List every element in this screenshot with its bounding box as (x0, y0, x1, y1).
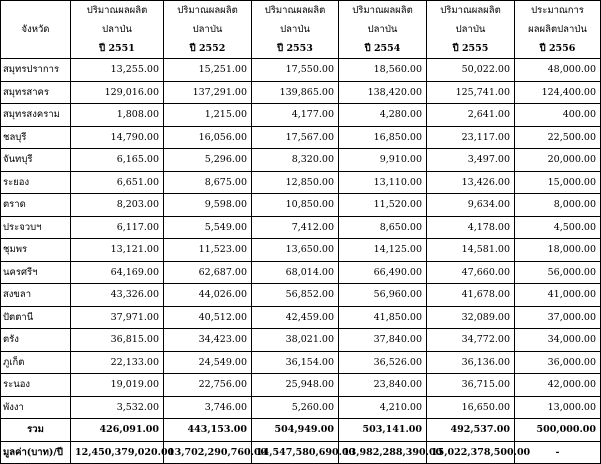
value-cell: 13,255.00 (71, 59, 164, 82)
column-header-line2: ปลาป่น (164, 20, 252, 39)
table-row (1, 329, 601, 352)
province-cell: ปัตตานี (1, 306, 71, 329)
value-cell: 36,526.00 (339, 351, 427, 374)
value-label: มูลค่า(บาท)/ปี (1, 441, 71, 464)
table-header (1, 1, 601, 59)
value-cell: 6,165.00 (71, 149, 164, 172)
value-cell: 43,326.00 (71, 284, 164, 307)
value-cell: 4,178.00 (427, 216, 515, 239)
value-cell: 6,651.00 (71, 171, 164, 194)
table-row (1, 149, 601, 172)
province-cell: สมุทรสาคร (1, 81, 71, 104)
total-cell: 500,000.00 (515, 419, 601, 442)
value-cell: 9,598.00 (164, 194, 252, 217)
value-cell: 14,547,580,690.00 (252, 441, 339, 464)
value-cell: 5,549.00 (164, 216, 252, 239)
value-cell: 8,000.00 (515, 194, 601, 217)
value-cell: 40,512.00 (164, 306, 252, 329)
value-cell: 14,790.00 (71, 126, 164, 149)
total-row (1, 419, 601, 442)
province-cell: ระนอง (1, 374, 71, 397)
value-cell: 42,459.00 (252, 306, 339, 329)
value-cell: 47,660.00 (427, 261, 515, 284)
value-cell: 8,675.00 (164, 171, 252, 194)
province-cell: ประจวบฯ (1, 216, 71, 239)
value-cell: 44,026.00 (164, 284, 252, 307)
table-row (1, 171, 601, 194)
value-cell: 15,251.00 (164, 59, 252, 82)
province-cell: ตราด (1, 194, 71, 217)
value-cell: 41,850.00 (339, 306, 427, 329)
column-header-line2: ปลาป่น (427, 20, 515, 39)
value-cell: 38,021.00 (252, 329, 339, 352)
value-cell: 36,815.00 (71, 329, 164, 352)
value-cell: 15,000.00 (515, 171, 601, 194)
value-cell: 37,000.00 (515, 306, 601, 329)
value-cell: 22,756.00 (164, 374, 252, 397)
value-cell: 37,840.00 (339, 329, 427, 352)
value-cell: 15,022,378,500.00 (427, 441, 515, 464)
value-cell: 32,089.00 (427, 306, 515, 329)
value-cell: 2,641.00 (427, 104, 515, 127)
value-cell: 36,000.00 (515, 351, 601, 374)
value-cell: 125,741.00 (427, 81, 515, 104)
total-cell: 503,141.00 (339, 419, 427, 442)
table-row (1, 351, 601, 374)
value-cell: 62,687.00 (164, 261, 252, 284)
total-cell: 426,091.00 (71, 419, 164, 442)
value-cell: 23,840.00 (339, 374, 427, 397)
table-row (1, 126, 601, 149)
column-header-year: ปี 2554 (339, 39, 427, 59)
column-header-year: ปี 2556 (515, 39, 601, 59)
value-cell: 24,549.00 (164, 351, 252, 374)
province-cell: นครศรีฯ (1, 261, 71, 284)
value-cell: 4,500.00 (515, 216, 601, 239)
table-row (1, 306, 601, 329)
province-cell: จันทบุรี (1, 149, 71, 172)
value-cell: 50,022.00 (427, 59, 515, 82)
province-cell: ตรัง (1, 329, 71, 352)
value-cell: 64,169.00 (71, 261, 164, 284)
value-cell: 6,117.00 (71, 216, 164, 239)
column-header-line2: ผลผลิตปลาป่น (515, 20, 601, 39)
value-cell: 13,702,290,760.00 (164, 441, 252, 464)
column-header-year: ปี 2551 (71, 39, 164, 59)
value-cell: 34,423.00 (164, 329, 252, 352)
value-cell: 16,850.00 (339, 126, 427, 149)
value-cell: 41,678.00 (427, 284, 515, 307)
value-cell: 20,000.00 (515, 149, 601, 172)
value-cell: 16,650.00 (427, 396, 515, 419)
value-row (1, 441, 601, 464)
column-header-line1: ปริมาณผลผลิต (71, 1, 164, 21)
province-cell: สมุทรปราการ (1, 59, 71, 82)
value-cell: 4,280.00 (339, 104, 427, 127)
value-cell: 12,450,379,020.00 (71, 441, 164, 464)
column-header-line2: ปลาป่น (252, 20, 339, 39)
table-row (1, 216, 601, 239)
value-cell: 13,426.00 (427, 171, 515, 194)
value-cell: 8,650.00 (339, 216, 427, 239)
value-cell: 36,715.00 (427, 374, 515, 397)
value-cell: 36,136.00 (427, 351, 515, 374)
value-cell: 1,215.00 (164, 104, 252, 127)
province-cell: สมุทรสงคราม (1, 104, 71, 127)
value-cell: 36,154.00 (252, 351, 339, 374)
value-cell: 22,133.00 (71, 351, 164, 374)
value-cell: 17,567.00 (252, 126, 339, 149)
value-cell: 13,000.00 (515, 396, 601, 419)
value-cell: 8,203.00 (71, 194, 164, 217)
value-cell: 42,000.00 (515, 374, 601, 397)
value-cell: 13,110.00 (339, 171, 427, 194)
value-cell: 16,056.00 (164, 126, 252, 149)
column-header-line1: ปริมาณผลผลิต (252, 1, 339, 21)
value-cell: 14,581.00 (427, 239, 515, 262)
value-cell: 5,296.00 (164, 149, 252, 172)
value-cell: 3,746.00 (164, 396, 252, 419)
value-cell: 41,000.00 (515, 284, 601, 307)
table-row (1, 59, 601, 82)
value-cell: 11,520.00 (339, 194, 427, 217)
value-cell: 66,490.00 (339, 261, 427, 284)
province-cell: ภูเก็ต (1, 351, 71, 374)
value-cell: 23,117.00 (427, 126, 515, 149)
table-row (1, 374, 601, 397)
total-cell: 443,153.00 (164, 419, 252, 442)
column-header-line1: ประมาณการ (515, 1, 601, 21)
value-cell: 4,210.00 (339, 396, 427, 419)
value-cell: 25,948.00 (252, 374, 339, 397)
column-header-line1: ปริมาณผลผลิต (427, 1, 515, 21)
total-cell: 504,949.00 (252, 419, 339, 442)
value-cell: 3,532.00 (71, 396, 164, 419)
province-cell: พังงา (1, 396, 71, 419)
value-cell: 400.00 (515, 104, 601, 127)
value-cell: 19,019.00 (71, 374, 164, 397)
value-cell: 14,125.00 (339, 239, 427, 262)
province-cell: ชลบุรี (1, 126, 71, 149)
province-header: จังหวัด (1, 1, 71, 59)
value-cell: 1,808.00 (71, 104, 164, 127)
value-cell: 18,000.00 (515, 239, 601, 262)
column-header-line1: ปริมาณผลผลิต (339, 1, 427, 21)
value-cell: 137,291.00 (164, 81, 252, 104)
value-cell: 13,650.00 (252, 239, 339, 262)
table-body (1, 59, 601, 419)
column-header-year: ปี 2555 (427, 39, 515, 59)
column-header-year: ปี 2552 (164, 39, 252, 59)
value-cell: 3,497.00 (427, 149, 515, 172)
value-cell: 124,400.00 (515, 81, 601, 104)
province-cell: สงขลา (1, 284, 71, 307)
value-cell: 17,550.00 (252, 59, 339, 82)
table-row (1, 104, 601, 127)
value-cell: 5,260.00 (252, 396, 339, 419)
table-row (1, 81, 601, 104)
value-cell: 9,634.00 (427, 194, 515, 217)
value-cell: 9,910.00 (339, 149, 427, 172)
value-cell: 48,000.00 (515, 59, 601, 82)
value-cell: 18,560.00 (339, 59, 427, 82)
table-footer (1, 419, 601, 464)
value-cell: - (515, 441, 601, 464)
value-cell: 139,865.00 (252, 81, 339, 104)
value-cell: 4,177.00 (252, 104, 339, 127)
column-header-line2: ปลาป่น (71, 20, 164, 39)
value-cell: 22,500.00 (515, 126, 601, 149)
column-header-year: ปี 2553 (252, 39, 339, 59)
table-row (1, 284, 601, 307)
value-cell: 13,121.00 (71, 239, 164, 262)
table-row (1, 194, 601, 217)
value-cell: 56,852.00 (252, 284, 339, 307)
value-cell: 68,014.00 (252, 261, 339, 284)
value-cell: 12,850.00 (252, 171, 339, 194)
value-cell: 56,960.00 (339, 284, 427, 307)
value-cell: 34,772.00 (427, 329, 515, 352)
table-row (1, 396, 601, 419)
value-cell: 129,016.00 (71, 81, 164, 104)
value-cell: 56,000.00 (515, 261, 601, 284)
value-cell: 11,523.00 (164, 239, 252, 262)
total-label: รวม (1, 419, 71, 442)
column-header-line1: ปริมาณผลผลิต (164, 1, 252, 21)
value-cell: 8,320.00 (252, 149, 339, 172)
value-cell: 34,000.00 (515, 329, 601, 352)
province-cell: ชุมพร (1, 239, 71, 262)
column-header-line2: ปลาป่น (339, 20, 427, 39)
value-cell: 37,971.00 (71, 306, 164, 329)
value-cell: 13,982,288,390.00 (339, 441, 427, 464)
value-cell: 138,420.00 (339, 81, 427, 104)
province-cell: ระยอง (1, 171, 71, 194)
table-row (1, 239, 601, 262)
total-cell: 492,537.00 (427, 419, 515, 442)
value-cell: 10,850.00 (252, 194, 339, 217)
table-row (1, 261, 601, 284)
value-cell: 7,412.00 (252, 216, 339, 239)
